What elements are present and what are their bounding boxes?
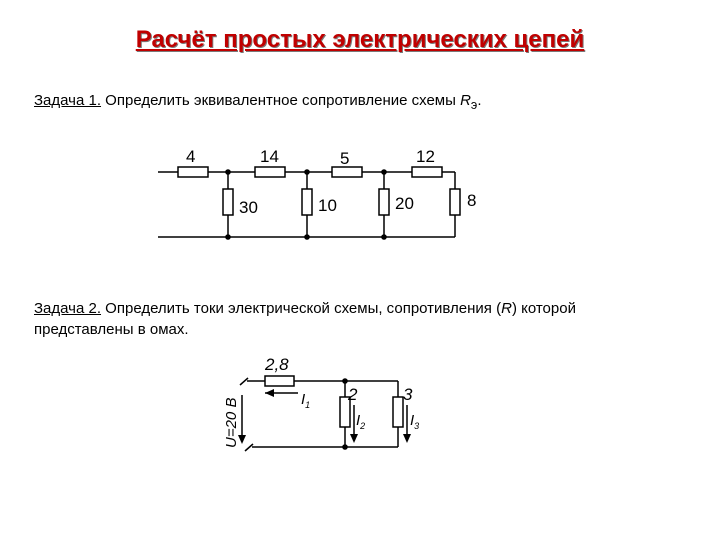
task-2-text-1: Определить токи электрической схемы, сопротивления ( <box>101 300 502 317</box>
resistor-5 <box>332 167 362 177</box>
task-1-period: . <box>477 92 482 109</box>
resistor-12 <box>412 167 442 177</box>
label-resistor-20: 20 <box>395 194 414 213</box>
label-resistor-14: 14 <box>260 147 279 166</box>
label-resistor-30: 30 <box>239 198 258 217</box>
terminal-bottom <box>245 444 253 451</box>
resistor-10 <box>302 189 312 215</box>
task-1-symbol: R <box>460 92 471 109</box>
current-i1-label: $I_1$ <box>301 391 311 410</box>
node-dot <box>225 169 231 175</box>
node-dot <box>304 234 310 240</box>
node-dot <box>342 378 348 384</box>
resistor-30 <box>223 189 233 215</box>
resistor-8 <box>450 189 460 215</box>
resistor-3 <box>393 397 403 427</box>
label-resistor-2-8: 2,8 <box>265 355 289 374</box>
label-resistor-8: 8 <box>467 191 477 210</box>
label-resistor-3: 3 <box>403 385 413 404</box>
task-1-text: Определить эквивалентное сопротивление схемы <box>101 92 461 109</box>
node-dot <box>225 234 231 240</box>
current-i2-arrow-head <box>350 434 358 443</box>
node-dot <box>304 169 310 175</box>
current-i3-arrow-head <box>403 434 411 443</box>
label-resistor-4: 4 <box>186 147 196 166</box>
task-2-text-2: ) которой <box>511 300 576 317</box>
resistor-20 <box>379 189 389 215</box>
node-dot <box>381 169 387 175</box>
current-i2-label: $I_2$ <box>356 412 366 431</box>
task-2-text-3: представлены в омах. <box>34 321 189 338</box>
current-i1-arrow-head <box>265 389 274 397</box>
terminal-top <box>240 378 248 385</box>
resistor-4 <box>178 167 208 177</box>
node-dot <box>342 444 348 450</box>
resistor-2-8 <box>265 376 294 386</box>
label-resistor-5: 5 <box>340 149 350 168</box>
resistor-14 <box>255 167 285 177</box>
task-1-subscript: э <box>470 98 478 112</box>
task-2-symbol: R <box>501 300 512 317</box>
page-title: Расчёт простых электрических цепей <box>135 26 585 53</box>
task-2-label: Задача 2. <box>34 300 102 317</box>
node-dot <box>381 234 387 240</box>
label-resistor-2: 2 <box>348 385 358 404</box>
source-voltage-label: U=20 В <box>223 397 240 448</box>
label-resistor-10: 10 <box>318 196 337 215</box>
circuit-2-wires <box>247 381 398 447</box>
label-resistor-12: 12 <box>416 147 435 166</box>
task-1-label: Задача 1. <box>34 92 102 109</box>
current-i3-label: $I_3$ <box>410 412 420 431</box>
